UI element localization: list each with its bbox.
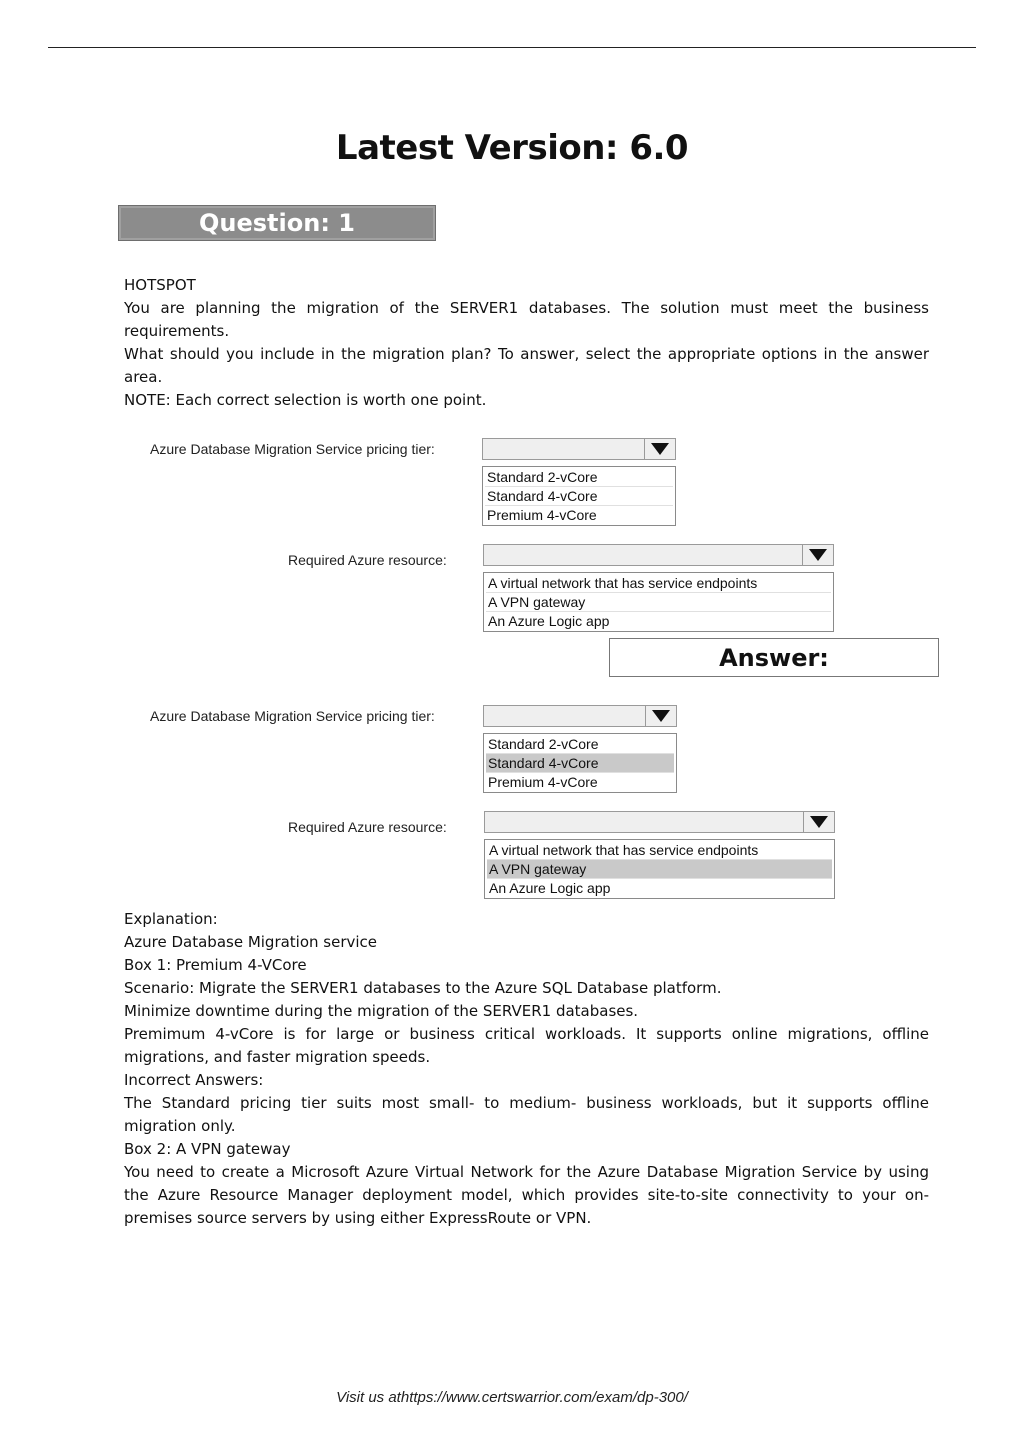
option-standard-2-vcore[interactable]: Standard 2-vCore xyxy=(485,468,673,487)
explanation-line: Box 2: A VPN gateway xyxy=(124,1140,291,1158)
option-logic-app[interactable]: An Azure Logic app xyxy=(488,613,610,629)
resource-label: Required Azure resource: xyxy=(288,552,447,568)
explanation-line: Azure Database Migration service xyxy=(124,933,378,951)
explanation-line: Premimum 4-vCore is for large or business critical workloads. It supports online migrations, offline migrations, and faster migration speeds. xyxy=(124,1025,929,1066)
option-premium-4-vcore[interactable]: Premium 4-vCore xyxy=(488,774,598,790)
resource-dropdown[interactable] xyxy=(483,544,834,632)
top-rule xyxy=(48,47,976,48)
explanation-line: You need to create a Microsoft Azure Virtual Network for the Azure Database Migration Service by using the Azure Resource Manager deployment model, which provides site-to-site connectivity to your on-premises source servers by using either ExpressRoute or VPN. xyxy=(124,1163,929,1227)
dropdown-header[interactable] xyxy=(484,811,835,833)
option-logic-app[interactable]: An Azure Logic app xyxy=(489,880,611,896)
explanation xyxy=(124,908,929,1230)
question-label: Question: 1 xyxy=(118,205,436,241)
question-intro xyxy=(124,274,929,412)
option-vpn-gateway-selected[interactable]: A VPN gateway xyxy=(487,860,832,879)
dropdown-header[interactable] xyxy=(483,544,834,566)
option-vpn-gateway[interactable]: A VPN gateway xyxy=(486,593,831,612)
pricing-tier-dropdown-answer[interactable] xyxy=(483,705,677,793)
resource-label: Required Azure resource: xyxy=(288,819,447,835)
footer-link[interactable]: Visit us athttps://www.certswarrior.com/exam/dp-300/ xyxy=(336,1389,688,1406)
dropdown-options xyxy=(483,733,677,793)
dropdown-options xyxy=(484,839,835,899)
chevron-down-icon[interactable] xyxy=(803,812,834,832)
pricing-tier-label: Azure Database Migration Service pricing tier: xyxy=(150,708,435,724)
explanation-line: Incorrect Answers: xyxy=(124,1071,264,1089)
option-premium-4-vcore[interactable]: Premium 4-vCore xyxy=(487,507,597,523)
option-virtual-network[interactable]: A virtual network that has service endpoints xyxy=(487,841,832,860)
resource-dropdown-answer[interactable] xyxy=(484,811,835,899)
explanation-line: Minimize downtime during the migration of the SERVER1 databases. xyxy=(124,1002,639,1020)
option-standard-4-vcore-selected[interactable]: Standard 4-vCore xyxy=(486,754,674,773)
chevron-down-icon[interactable] xyxy=(644,439,675,459)
dropdown-header[interactable] xyxy=(482,438,676,460)
dropdown-options xyxy=(483,572,834,632)
explanation-line: Box 1: Premium 4-VCore xyxy=(124,956,307,974)
dropdown-options xyxy=(482,466,676,526)
intro-line: What should you include in the migration plan? To answer, select the appropriate options in the answer area. xyxy=(124,345,929,386)
explanation-line: Scenario: Migrate the SERVER1 databases to the Azure SQL Database platform. xyxy=(124,979,722,997)
explanation-line: Explanation: xyxy=(124,910,218,928)
pricing-tier-label: Azure Database Migration Service pricing tier: xyxy=(150,441,435,457)
option-virtual-network[interactable]: A virtual network that has service endpoints xyxy=(486,574,831,593)
pricing-tier-dropdown[interactable] xyxy=(482,438,676,526)
dropdown-header[interactable] xyxy=(483,705,677,727)
intro-line: NOTE: Each correct selection is worth one point. xyxy=(124,391,487,409)
option-standard-2-vcore[interactable]: Standard 2-vCore xyxy=(486,735,674,754)
chevron-down-icon[interactable] xyxy=(645,706,676,726)
answer-label: Answer: xyxy=(609,638,939,677)
intro-line: HOTSPOT xyxy=(124,276,196,294)
explanation-line: The Standard pricing tier suits most small- to medium- business workloads, but it supports offline migration only. xyxy=(124,1094,929,1135)
option-standard-4-vcore[interactable]: Standard 4-vCore xyxy=(485,487,673,506)
intro-line: You are planning the migration of the SERVER1 databases. The solution must meet the business requirements. xyxy=(124,299,929,340)
chevron-down-icon[interactable] xyxy=(802,545,833,565)
page-title: Latest Version: 6.0 xyxy=(335,128,689,168)
